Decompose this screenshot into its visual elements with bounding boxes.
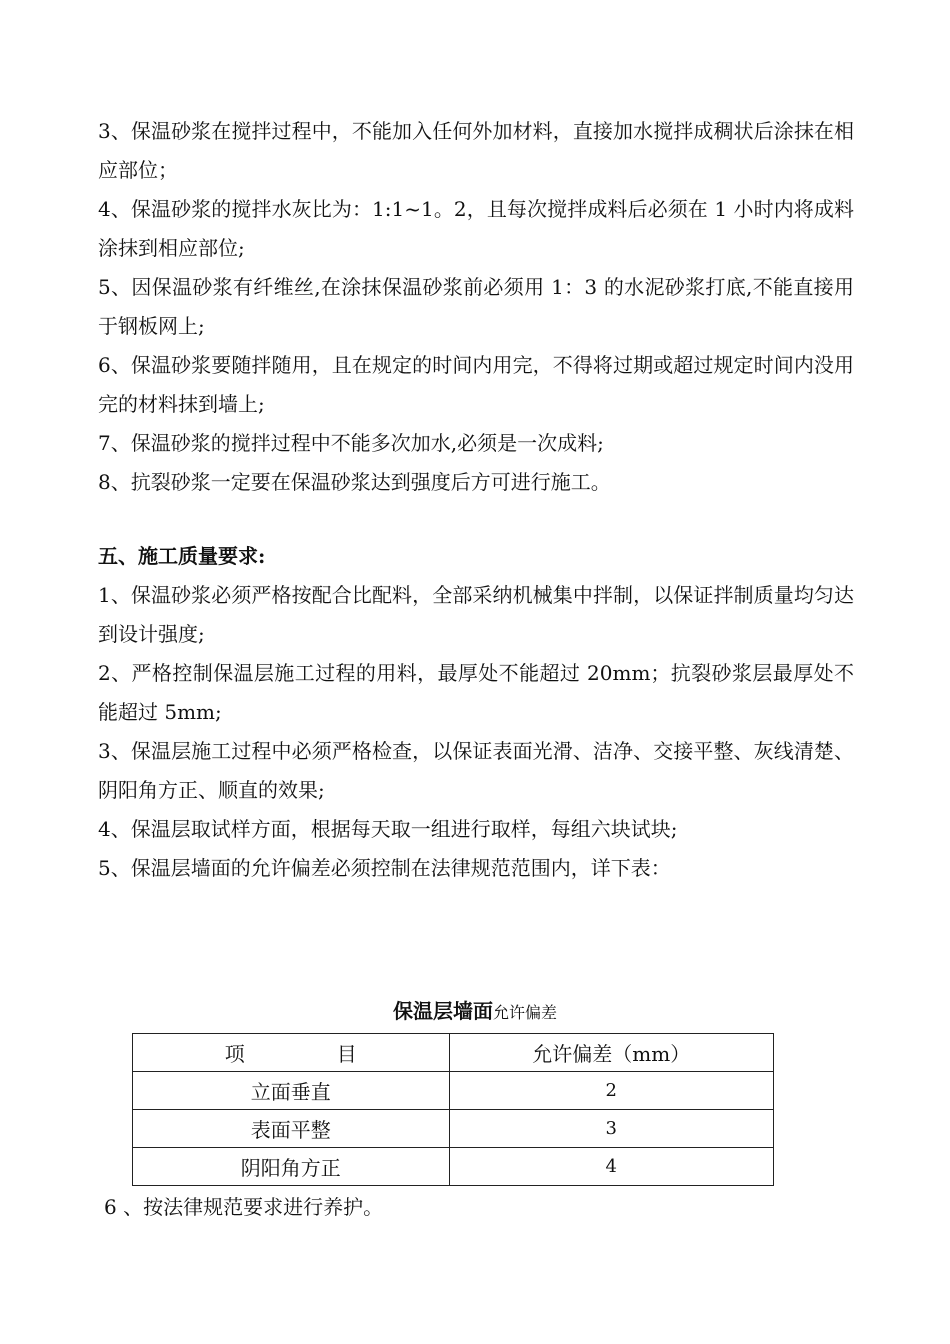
quality-item-2: 2、严格控制保温层施工过程的用料，最厚处不能超过 20mm；抗裂砂浆层最厚处不能超过 5mm;	[98, 661, 854, 724]
row-item: 阴阳角方正	[133, 1148, 450, 1186]
table-row	[133, 1072, 774, 1110]
header-item	[133, 1034, 450, 1072]
header-item-char-1: 项	[224, 1042, 245, 1066]
header-item-char-2: 目	[336, 1042, 357, 1066]
paragraph-item-6-curing: 6 、按法律规范要求进行养护。	[104, 1195, 384, 1219]
quality-item-5: 5、保温层墙面的允许偏差必须控制在法律规范范围内，详下表：	[98, 856, 671, 880]
row-value: 2	[449, 1072, 773, 1110]
paragraph-item-4: 4、保温砂浆的搅拌水灰比为：1:1~1。2，且每次搅拌成料后必须在 1 小时内将成料涂抹到相应部位;	[98, 197, 854, 260]
quality-item-4: 4、保温层取试样方面，根据每天取一组进行取样，每组六块试块;	[98, 817, 678, 841]
quality-item-3: 3、保温层施工过程中必须严格检查，以保证表面光滑、洁净、交接平整、灰线清楚、阴阳角方正、顺直的效果;	[98, 739, 854, 802]
row-item: 表面平整	[133, 1110, 450, 1148]
quality-item-1: 1、保温砂浆必须严格按配合比配料，全部采纳机械集中拌制，以保证拌制质量均匀达到设计强度;	[98, 583, 854, 646]
row-item: 立面垂直	[133, 1072, 450, 1110]
table-header-row	[133, 1034, 774, 1072]
table-caption	[0, 993, 950, 1031]
paragraph-item-6: 6、保温砂浆要随拌随用，且在规定的时间内用完，不得将过期或超过规定时间内没用完的材料抹到墙上;	[98, 353, 854, 416]
header-allowed-deviation: 允许偏差（mm）	[449, 1034, 773, 1072]
row-value: 4	[449, 1148, 773, 1186]
table-row	[133, 1110, 774, 1148]
section-heading-quality-requirements: 五、施工质量要求:	[98, 544, 266, 568]
paragraph-item-5: 5、因保温砂浆有纤维丝,在涂抹保温砂浆前必须用 1：3 的水泥砂浆打底,不能直接用于钢板网上;	[98, 275, 854, 338]
paragraph-item-8: 8、抗裂砂浆一定要在保温砂浆达到强度后方可进行施工。	[98, 470, 611, 494]
paragraph-item-3: 3、保温砂浆在搅拌过程中，不能加入任何外加材料，直接加水搅拌成稠状后涂抹在相应部位；	[98, 119, 854, 182]
table-caption-main: 保温层墙面	[392, 999, 493, 1023]
row-value: 3	[449, 1110, 773, 1148]
table-row	[133, 1148, 774, 1186]
table-caption-sub: 允许偏差	[492, 1003, 557, 1022]
deviation-table	[132, 1033, 774, 1186]
paragraph-item-7: 7、保温砂浆的搅拌过程中不能多次加水,必须是一次成料;	[98, 431, 604, 455]
